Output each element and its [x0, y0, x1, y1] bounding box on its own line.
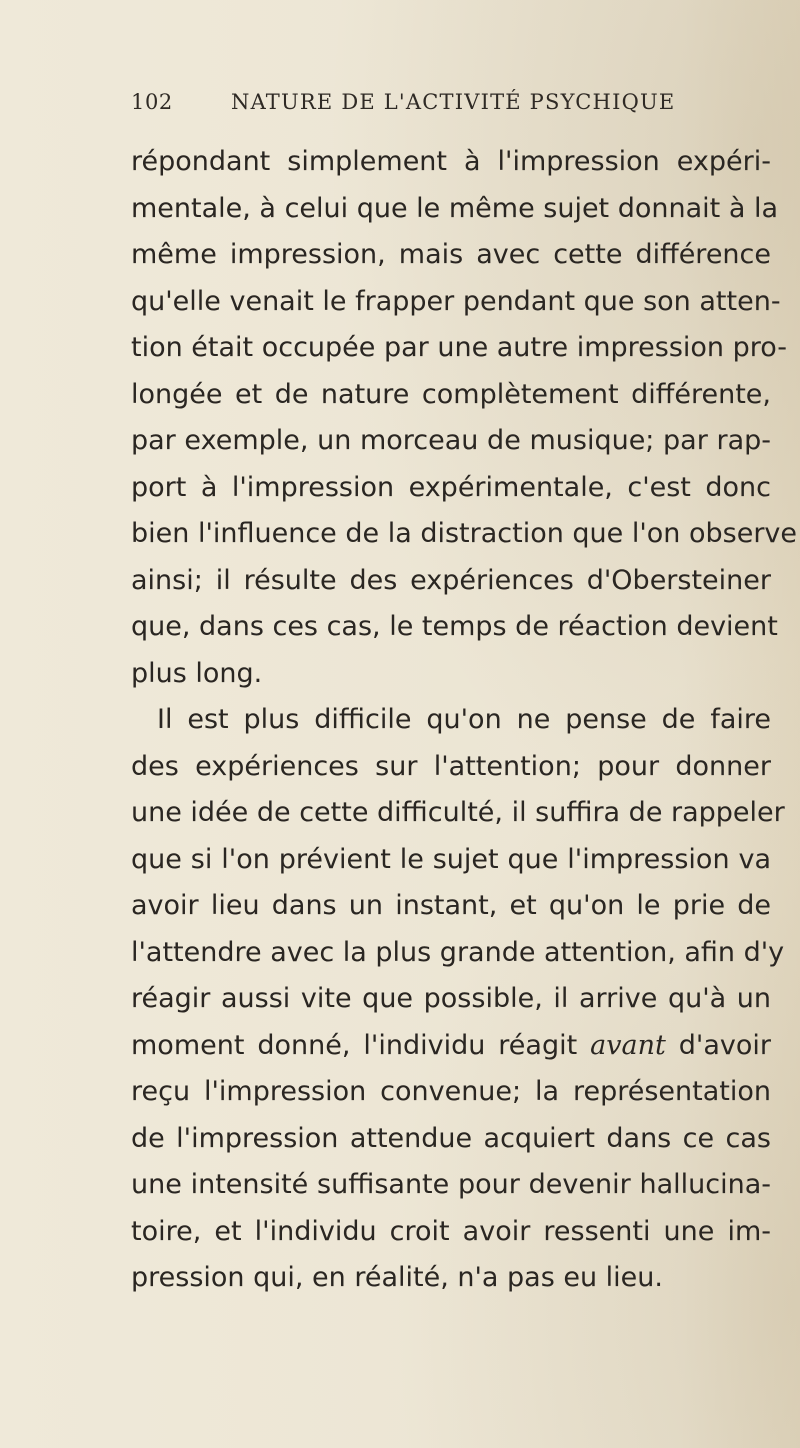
text-line: ainsi; il résulte des expériences d'Obersteiner — [131, 564, 771, 596]
text-line: tion était occupée par une autre impression pro- — [131, 332, 788, 363]
text-line-with-italic — [131, 1023, 771, 1070]
text-line: mentale, à celui que le même sujet donnait à la — [131, 192, 778, 224]
text-line: même impression, mais avec cette différence — [131, 239, 771, 270]
text-line: une intensité suffisante pour devenir hallucina- — [131, 1169, 771, 1200]
text-segment: d'avoir — [665, 1029, 771, 1061]
text-line: l'attendre avec la plus grande attention, afin d'y — [131, 936, 785, 968]
text-line: qu'elle venait le frapper pendant que son atten- — [131, 285, 781, 317]
text-line: réagir aussi vite que possible, il arrive qu'à un — [131, 983, 771, 1014]
text-line: une idée de cette difficulté, il suffira de rappeler — [131, 797, 785, 828]
text-line: que, dans ces cas, le temps de réaction devient — [131, 611, 778, 642]
text-line: bien l'influence de la distraction que l'on observe — [131, 518, 798, 549]
text-segment: moment donné, l'individu réagit — [131, 1029, 591, 1061]
text-line: des expériences sur l'attention; pour donner — [131, 750, 771, 782]
text-line: longée et de nature complètement différente, — [131, 378, 771, 410]
text-line: Il est plus difficile qu'on ne pense de faire — [157, 704, 771, 735]
text-line: par exemple, un morceau de musique; par rap- — [131, 425, 771, 456]
text-line: que si l'on prévient le sujet que l'impression va — [131, 843, 771, 875]
page-header — [131, 90, 771, 124]
running-head: NATURE DE L'ACTIVITÉ PSYCHIQUE — [231, 90, 676, 114]
italic-word: avant — [590, 1029, 666, 1061]
body-text — [131, 139, 798, 1302]
text-line: toire, et l'individu croit avoir ressenti une im- — [131, 1215, 771, 1247]
text-line: avoir lieu dans un instant, et qu'on le prie de — [131, 890, 771, 921]
text-line: plus long. — [131, 657, 263, 689]
text-line: de l'impression attendue acquiert dans ce cas — [131, 1122, 771, 1154]
text-line: pression qui, en réalité, n'a pas eu lieu. — [131, 1262, 663, 1293]
text-line: port à l'impression expérimentale, c'est donc — [131, 471, 771, 503]
text-line: reçu l'impression convenue; la représentation — [131, 1076, 771, 1107]
page-number: 102 — [131, 90, 173, 114]
text-line: répondant simplement à l'impression expéri- — [131, 146, 771, 177]
